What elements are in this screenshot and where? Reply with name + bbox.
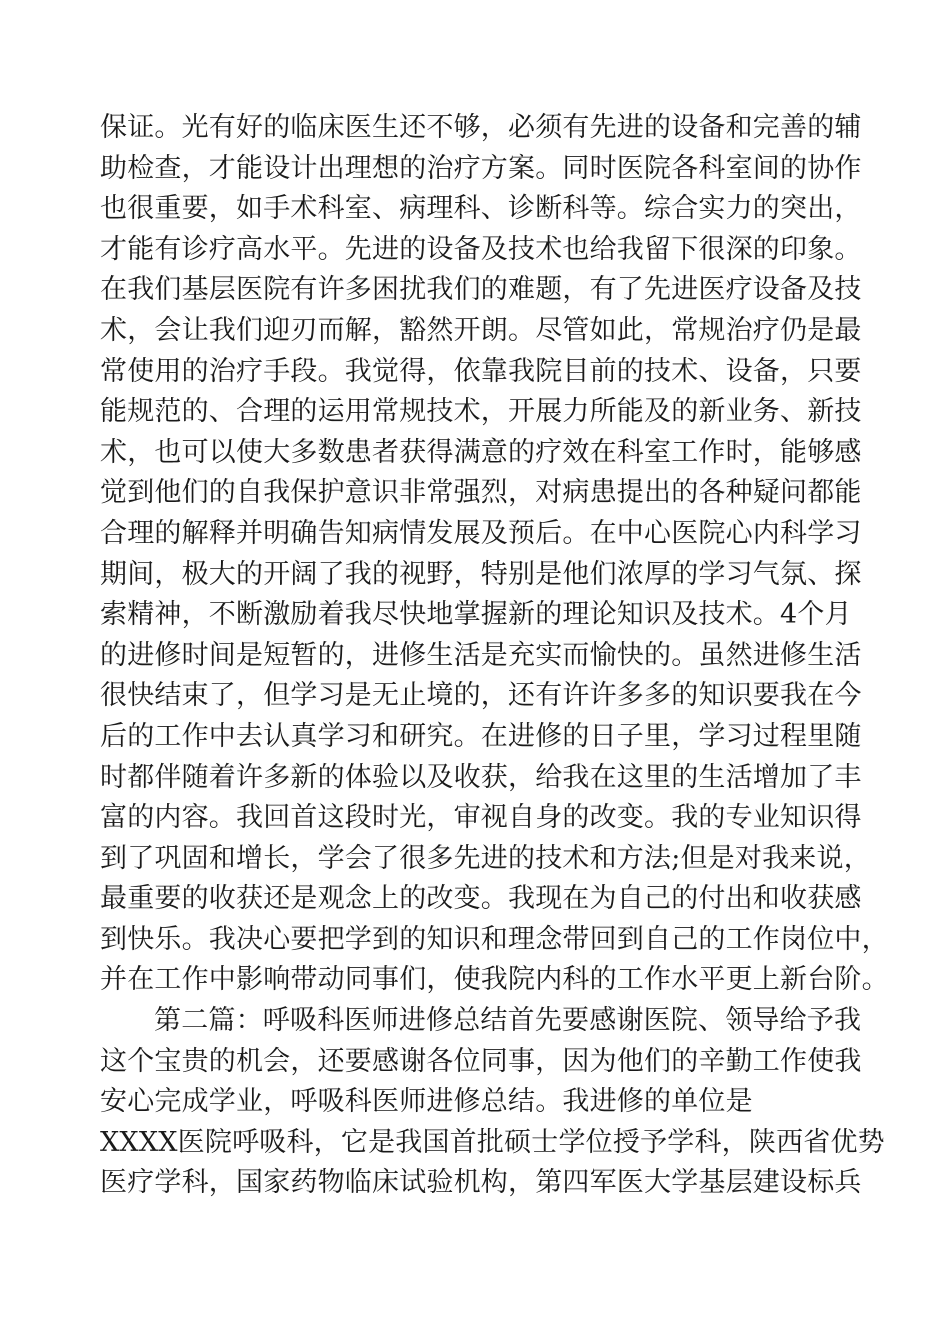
text-line: 术，也可以使大多数患者获得满意的疗效在科室工作时，能够感: [100, 436, 862, 468]
body-text: [100, 108, 889, 1204]
text-line: 觉到他们的自我保护意识非常强烈，对病患提出的各种疑问都能: [100, 477, 862, 509]
text-line: 很快结束了，但学习是无止境的，还有许许多多的知识要我在今: [100, 680, 862, 712]
text-line: 能规范的、合理的运用常规技术，开展力所能及的新业务、新技: [100, 396, 862, 428]
text-line: 助检查，才能设计出理想的治疗方案。同时医院各科室间的协作: [100, 152, 862, 184]
text-line: 术，会让我们迎刃而解，豁然开朗。尽管如此，常规治疗仍是最: [100, 314, 862, 346]
text-line: 医疗学科，国家药物临床试验机构，第四军医大学基层建设标兵: [100, 1167, 862, 1199]
text-line: 时都伴随着许多新的体验以及收获，给我在这里的生活增加了丰: [100, 761, 862, 793]
text-line: 这个宝贵的机会，还要感谢各位同事，因为他们的辛勤工作使我: [100, 1045, 862, 1077]
text-line: 在我们基层医院有许多困扰我们的难题，有了先进医疗设备及技: [100, 274, 862, 306]
section-start-line: 第二篇：呼吸科医师进修总结首先要感谢医院、领导给予我: [154, 1005, 862, 1037]
text-line: 最重要的收获还是观念上的改变。我现在为自己的付出和收获感: [100, 883, 862, 915]
text-line: 也很重要，如手术科室、病理科、诊断科等。综合实力的突出，: [100, 193, 862, 225]
text-line: 期间，极大的开阔了我的视野，特别是他们浓厚的学习气氛、探: [100, 558, 862, 590]
text-line: 保证。光有好的临床医生还不够，必须有先进的设备和完善的辅: [100, 112, 862, 143]
text-line: 常使用的治疗手段。我觉得，依靠我院目前的技术、设备，只要: [100, 355, 862, 387]
text-line: 并在工作中影响带动同事们，使我院内科的工作水平更上新台阶。: [100, 964, 889, 996]
text-line: 后的工作中去认真学习和研究。在进修的日子里，学习过程里随: [100, 720, 862, 752]
text-line: XXXX医院呼吸科，它是我国首批硕士学位授予学科，陕西省优势: [100, 1126, 885, 1158]
text-line: 才能有诊疗高水平。先进的设备及技术也给我留下很深的印象。: [100, 233, 862, 265]
text-line: 索精神，不断激励着我尽快地掌握新的理论知识及技术。4个月: [100, 599, 852, 631]
text-line: 合理的解释并明确告知病情发展及预后。在中心医院心内科学习: [100, 517, 862, 549]
text-line: 到快乐。我决心要把学到的知识和理念带回到自己的工作岗位中，: [100, 923, 889, 955]
text-line: 安心完成学业，呼吸科医师进修总结。我进修的单位是: [100, 1086, 753, 1118]
text-line: 的进修时间是短暂的，进修生活是充实而愉快的。虽然进修生活: [100, 639, 862, 671]
text-line: 富的内容。我回首这段时光，审视自身的改变。我的专业知识得: [100, 802, 862, 834]
text-line: 到了巩固和增长，学会了很多先进的技术和方法;但是对我来说，: [100, 842, 871, 874]
